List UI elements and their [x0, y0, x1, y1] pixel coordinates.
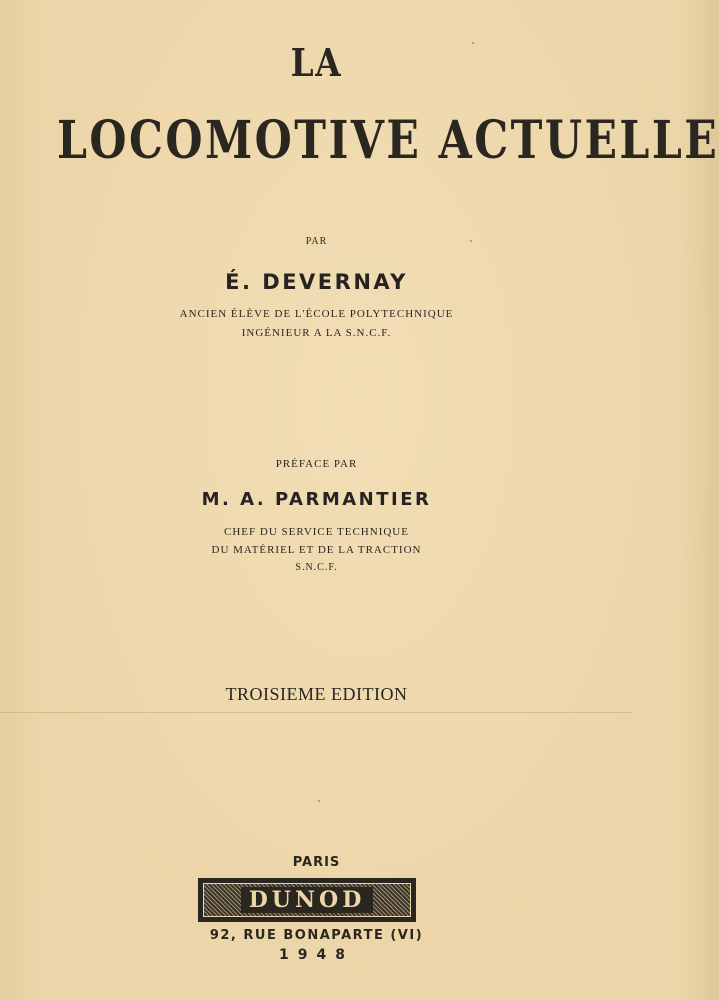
preface-label: PRÉFACE PAR — [275, 458, 358, 470]
author-name: É. DEVERNAY — [225, 270, 408, 294]
preface-credential-1: CHEF DU SERVICE TECHNIQUE — [224, 526, 409, 538]
author-by-label: PAR — [305, 236, 328, 247]
title-line-2: LOCOMOTIVE ACTUELLE — [56, 110, 719, 171]
publisher-logo-text: DUNOD — [241, 887, 374, 913]
publication-year: 1948 — [279, 947, 354, 963]
preface-credential-2: DU MATÉRIEL ET DE LA TRACTION — [211, 544, 422, 556]
edition-label: TROISIEME EDITION — [225, 684, 408, 704]
publisher-logo-frame — [203, 883, 411, 917]
title-line-1: LA — [290, 40, 343, 85]
author-credential-1: ANCIEN ÉLÈVE DE L'ÉCOLE POLYTECHNIQUE — [179, 308, 454, 320]
publisher-logo — [198, 878, 416, 922]
publisher-city: PARIS — [292, 855, 341, 870]
preface-author-name: M. A. PARMANTIER — [201, 489, 432, 510]
ink-speck — [318, 800, 320, 802]
preface-credential-3: S.N.C.F. — [295, 562, 338, 573]
page-fold-crease — [0, 712, 633, 713]
author-credential-2: INGÉNIEUR A LA S.N.C.F. — [241, 327, 392, 339]
publisher-address: 92, RUE BONAPARTE (VI) — [209, 928, 424, 943]
